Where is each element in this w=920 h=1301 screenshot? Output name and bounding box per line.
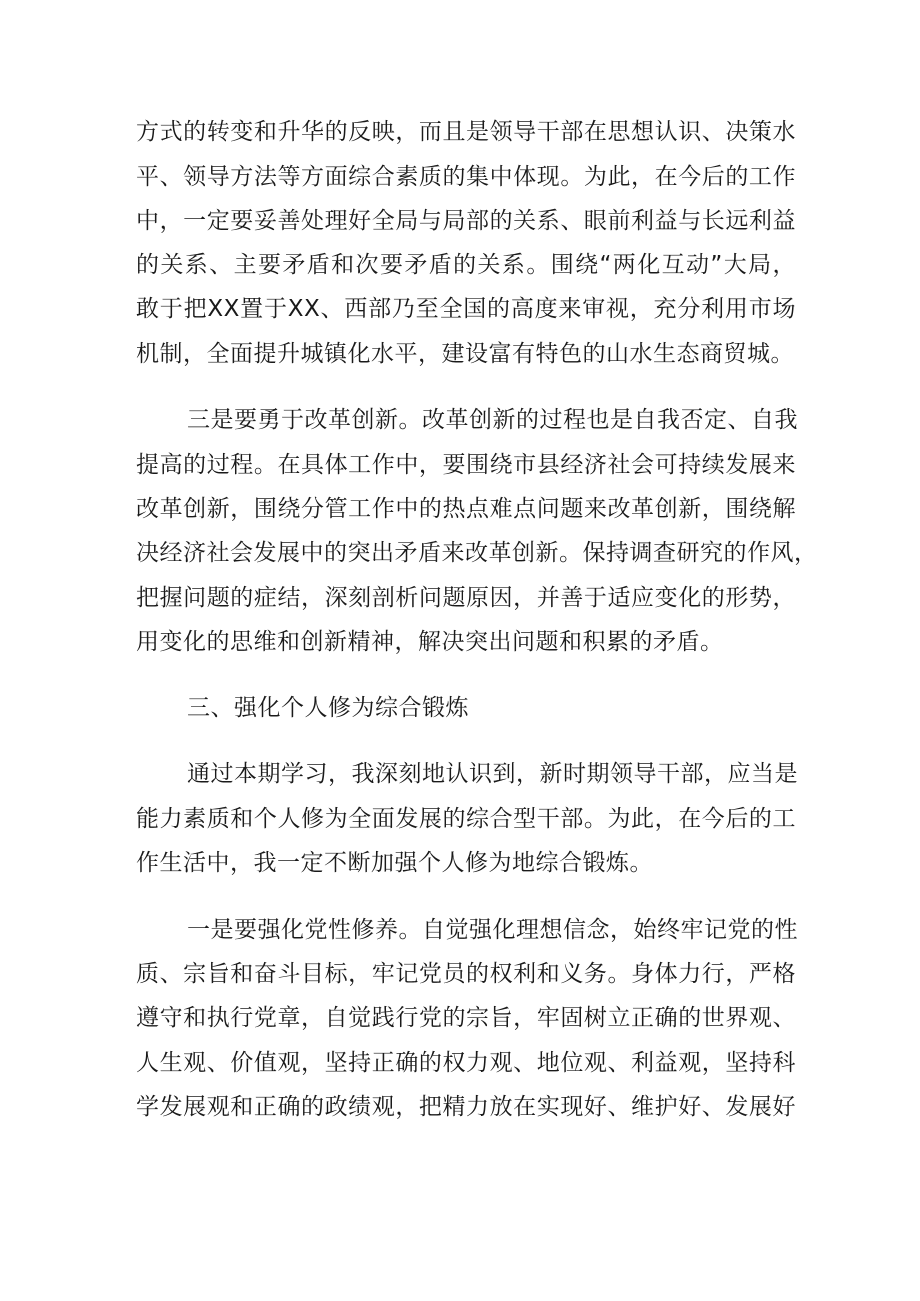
- text-line: 通过本期学习，我深刻地认识到，新时期领导干部，应当是: [187, 761, 798, 787]
- text-line: 用变化的思维和创新精神，解决突出问题和积累的矛盾。: [136, 629, 724, 655]
- text-line: 机制，全面提升城镇化水平，建设富有特色的山水生态商贸城。: [136, 341, 794, 367]
- text-line: 的关系、主要矛盾和次要矛盾的关系。围绕“两化互动”大局，: [136, 252, 796, 278]
- text-line: 中，一定要妥善处理好全局与局部的关系、眼前利益与长远利益: [136, 208, 796, 234]
- text-line: 人生观、价值观，坚持正确的权力观、地位观、利益观，坚持科: [136, 1050, 796, 1076]
- text-line: 质、宗旨和奋斗目标，牢记党员的权利和义务。身体力行，严格: [136, 961, 796, 987]
- text-line: 作生活中，我一定不断加强个人修为地综合锻炼。: [136, 850, 653, 876]
- text-line: 能力素质和个人修为全面发展的综合型干部。为此，在今后的工: [136, 806, 796, 832]
- text-line: 方式的转变和升华的反映，而且是领导干部在思想认识、决策水: [136, 119, 796, 145]
- text-line: 决经济社会发展中的突出矛盾来改革创新。保持调查研究的作风，: [136, 540, 818, 566]
- text-line: 遵守和执行党章，自觉践行党的宗旨，牢固树立正确的世界观、: [136, 1005, 796, 1031]
- section-heading: 三、强化个人修为综合锻炼: [187, 695, 469, 721]
- text-line: 学发展观和正确的政绩观，把精力放在实现好、维护好、发展好: [136, 1094, 796, 1120]
- text-line: 一是要强化党性修养。自觉强化理想信念，始终牢记党的性: [187, 917, 798, 943]
- text-line: 提高的过程。在具体工作中，要围绕市县经济社会可持续发展来: [136, 452, 796, 478]
- text-line: 三是要勇于改革创新。改革创新的过程也是自我否定、自我: [187, 407, 798, 433]
- text-line: 把握问题的症结，深刻剖析问题原因，并善于适应变化的形势，: [136, 585, 796, 611]
- text-line: 敢于把XX置于XX、西部乃至全国的高度来审视，充分利用市场: [136, 296, 796, 322]
- text-line: 改革创新，围绕分管工作中的热点难点问题来改革创新，围绕解: [136, 496, 796, 522]
- text-line: 平、领导方法等方面综合素质的集中体现。为此，在今后的工作: [136, 164, 796, 190]
